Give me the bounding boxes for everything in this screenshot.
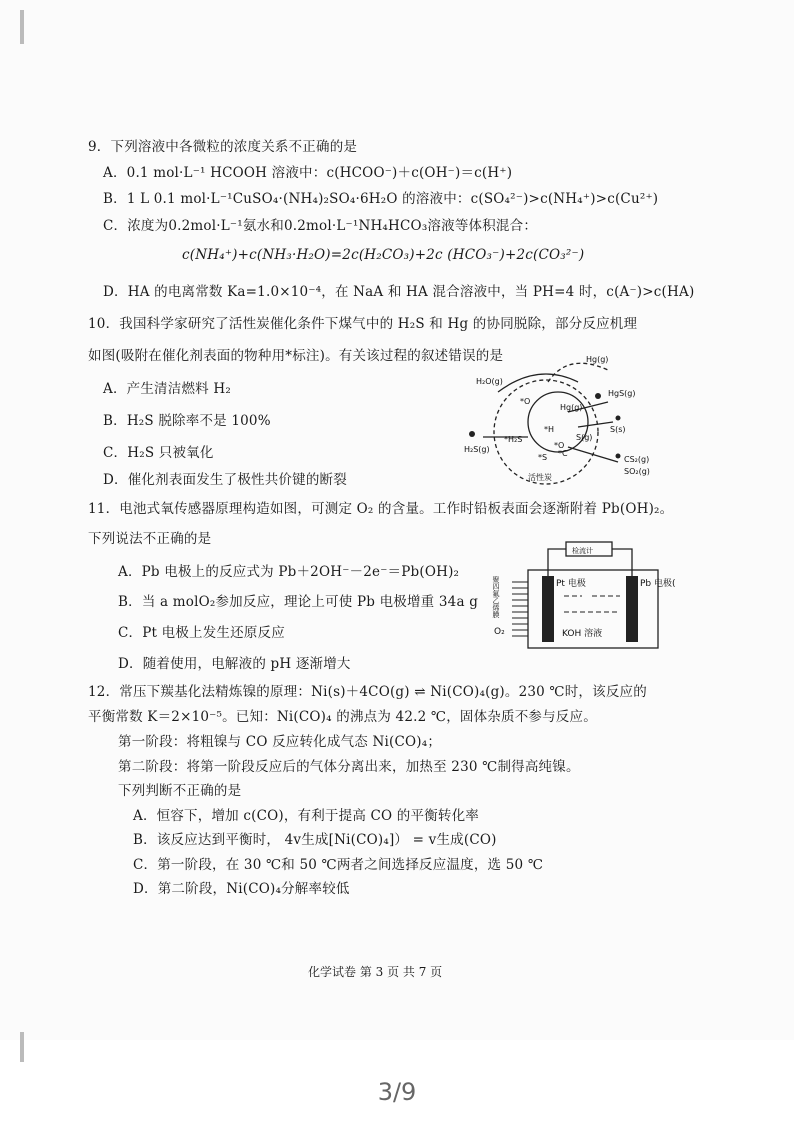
label-c: *C xyxy=(558,449,568,458)
hg-arrow xyxy=(548,363,608,382)
label-carbon: 活性炭 xyxy=(528,473,552,482)
label-h2o: H₂O(g) xyxy=(476,377,503,386)
q10-option-b: B．H₂S 脱除率不是 100% xyxy=(103,413,271,429)
label-s: *S xyxy=(538,453,548,462)
label-s-s: S(s) xyxy=(610,425,626,434)
label-o2: O₂ xyxy=(494,627,505,637)
pt-electrode xyxy=(542,576,554,642)
label-hg-ads: Hg(g) xyxy=(560,403,583,412)
label-hg: Hg(g) xyxy=(586,355,609,364)
label-so2: SO₂(g) xyxy=(624,467,650,476)
q12-stage-2: 第二阶段：将第一阶段反应后的气体分离出来，加热至 230 ℃制得高纯镍。 xyxy=(118,759,580,775)
left-wire xyxy=(548,549,566,580)
q9-option-c-equation: c(NH₄⁺)+c(NH₃·H₂O)=2c(H₂CO₃)+2c (HCO₃⁻)+2c(CO₃²⁻) xyxy=(182,247,585,263)
q11-stem-1: 11．电池式氧传感器原理构造如图，可测定 O₂ 的含量。工作时铅板表面会逐渐附着 Pb(OH)₂。 xyxy=(88,501,674,517)
scan-edge-mark xyxy=(20,1032,24,1062)
q11-option-d: D．随着使用，电解液的 pH 逐渐增大 xyxy=(118,656,351,672)
q12-stem-1: 12．常压下羰基化法精炼镍的原理：Ni(s)＋4CO(g) ⇌ Ni(CO)₄(g)。230 ℃时，该反应的 xyxy=(88,684,647,700)
q12-stage-1: 第一阶段：将粗镍与 CO 反应转化成气态 Ni(CO)₄； xyxy=(118,734,442,750)
q10-option-c: C．H₂S 只被氧化 xyxy=(103,445,214,461)
label-o2: *O xyxy=(554,441,565,450)
q9-option-b: B．1 L 0.1 mol·L⁻¹CuSO₄·(NH₄)₂SO₄·6H₂O 的溶液中：c(SO₄²⁻)>c(NH₄⁺)>c(Cu²⁺) xyxy=(103,191,659,207)
label-hgs: HgS(g) xyxy=(608,389,636,398)
q12-option-a: A．恒容下，增加 c(CO)，有利于提高 CO 的平衡转化率 xyxy=(133,808,480,824)
hgs-molecule-icon xyxy=(595,393,601,399)
label-koh: KOH 溶液 xyxy=(562,629,603,639)
h2o-arrow xyxy=(498,374,578,392)
label-meter: 检流计 xyxy=(572,547,593,555)
q11-stem-2: 下列说法不正确的是 xyxy=(88,531,212,547)
q12-option-b: B．该反应达到平衡时， 4v生成[Ni(CO)₄]） = v生成(CO) xyxy=(133,832,497,848)
q9-option-c: C．浓度为0.2mol·L⁻¹氨水和0.2mol·L⁻¹NH₄HCO₃溶液等体积混合： xyxy=(103,218,538,234)
q11-option-b: B．当 a molO₂参加反应，理论上可使 Pb 电极增重 34a g xyxy=(118,594,479,610)
label-membrane: 聚四氟乙烯膜 xyxy=(492,576,500,618)
label-s-ads: S(g) xyxy=(576,433,593,442)
page-indicator: 3/9 xyxy=(377,1078,417,1106)
q12-option-c: C．第一阶段，在 30 ℃和 50 ℃两者之间选择反应温度，选 50 ℃ xyxy=(133,857,544,873)
pb-electrode xyxy=(626,576,638,642)
label-h2s-c: *H₂S xyxy=(504,435,523,444)
q10-stem-2: 如图(吸附在催化剂表面的物种用*标注)。有关该过程的叙述错误的是 xyxy=(88,348,504,364)
q12-option-d: D．第二阶段，Ni(CO)₄分解率较低 xyxy=(133,881,350,897)
q11-option-c: C．Pt 电极上发生还原反应 xyxy=(118,625,285,641)
q10-option-a: A．产生清洁燃料 H₂ xyxy=(103,381,231,397)
q12-ask: 下列判断不正确的是 xyxy=(118,783,242,799)
q10-option-d: D．催化剂表面发生了极性共价键的断裂 xyxy=(103,472,347,488)
q10-mechanism-figure xyxy=(458,352,688,492)
q9-option-d: D．HA 的电离常数 Ka=1.0×10⁻⁴，在 NaA 和 HA 混合溶液中，当 PH=4 时，c(A⁻)>c(HA) xyxy=(103,284,695,300)
label-pb: Pb 电极( xyxy=(640,579,676,589)
q12-stem-2: 平衡常数 K＝2×10⁻⁵。已知：Ni(CO)₄ 的沸点为 42.2 ℃，固体杂质不参与反应。 xyxy=(88,709,597,725)
scan-edge-mark xyxy=(20,10,24,44)
cs2-molecule-icon xyxy=(616,454,621,459)
h2s-molecule-icon xyxy=(469,431,475,437)
right-wire xyxy=(612,549,632,580)
page-footer: 化学试卷 第 3 页 共 7 页 xyxy=(308,965,443,979)
q9-stem: 9．下列溶液中各微粒的浓度关系不正确的是 xyxy=(88,139,358,155)
s-atom-icon xyxy=(616,416,621,421)
label-pt: Pt 电极 xyxy=(556,579,586,589)
s-arrow xyxy=(578,422,613,427)
cs2-arrow xyxy=(568,447,618,462)
q10-stem-1: 10．我国科学家研究了活性炭催化条件下煤气中的 H₂S 和 Hg 的协同脱除，部分反应机理 xyxy=(88,316,638,332)
label-cs2: CS₂(g) xyxy=(624,455,650,464)
label-h2s-in: H₂S(g) xyxy=(464,445,490,454)
q11-sensor-figure xyxy=(492,540,692,652)
label-h: *H xyxy=(544,425,555,434)
q11-option-a: A．Pb 电极上的反应式为 Pb＋2OH⁻－2e⁻＝Pb(OH)₂ xyxy=(118,564,460,580)
label-o1: *O xyxy=(520,397,531,406)
q9-option-a: A．0.1 mol·L⁻¹ HCOOH 溶液中：c(HCOO⁻)＋c(OH⁻)＝c(H⁺) xyxy=(103,165,513,181)
